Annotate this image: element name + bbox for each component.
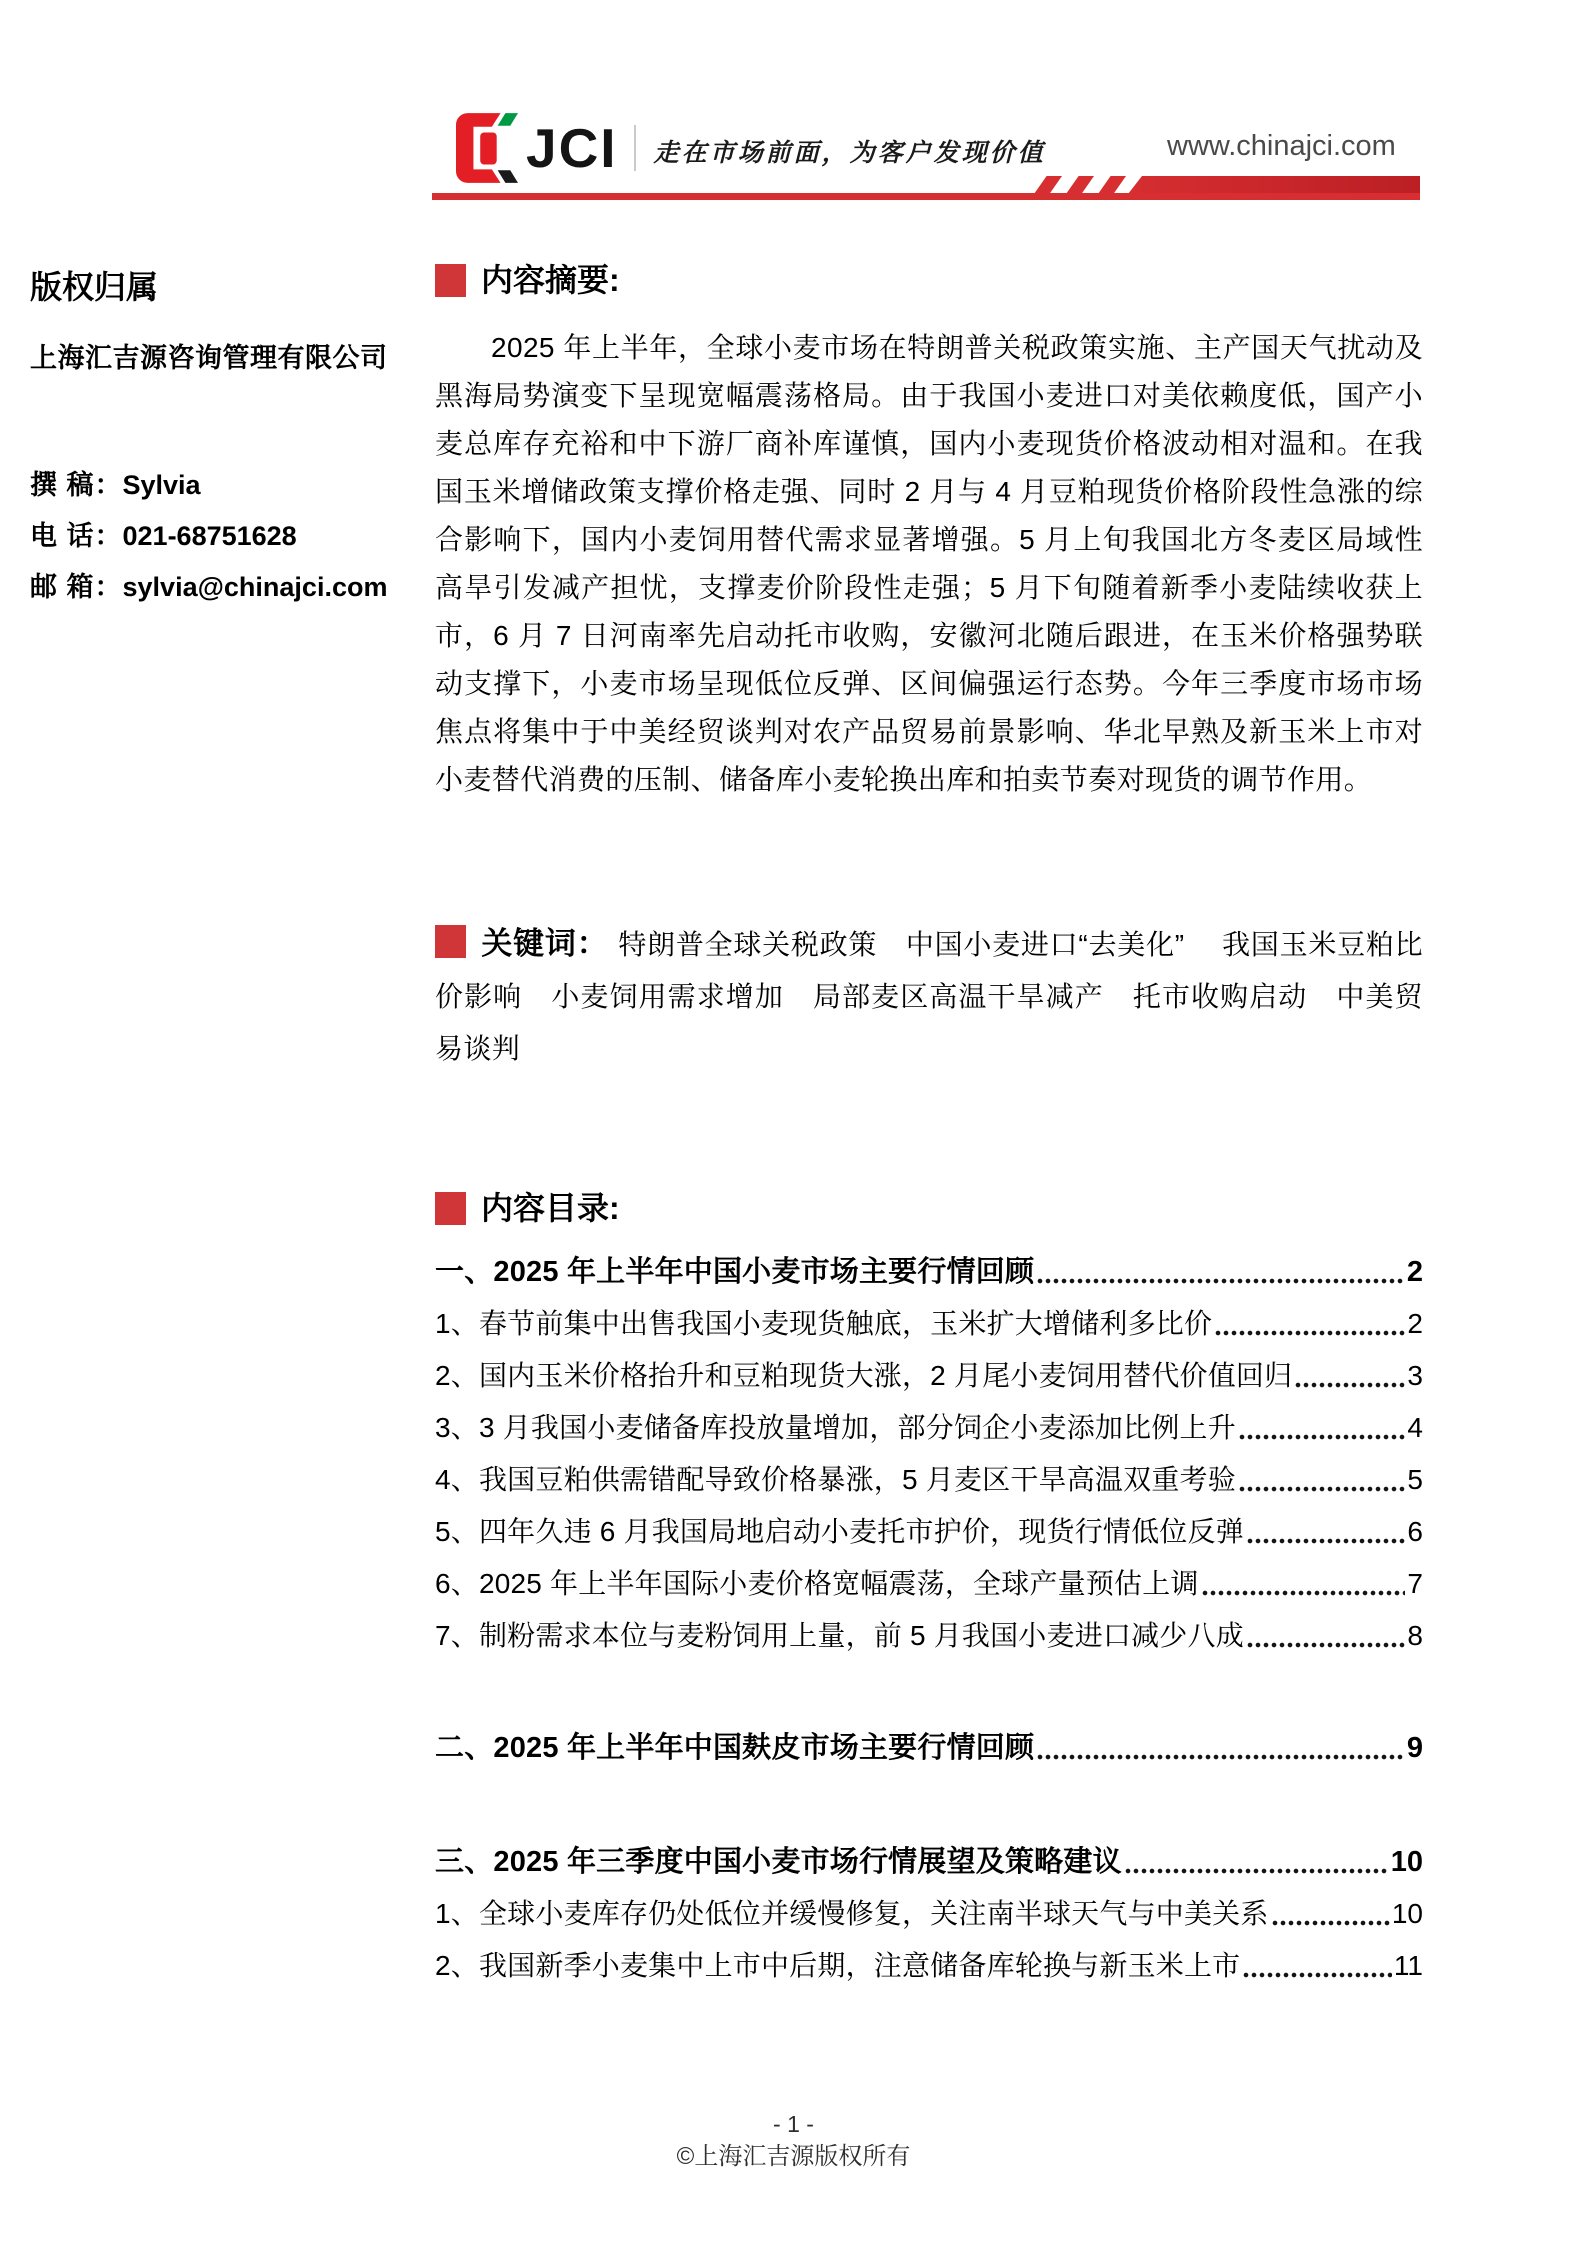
contact-label: 邮 箱： <box>30 572 123 602</box>
copyright-notice: ©上海汇吉源版权所有 <box>676 2143 911 2170</box>
toc-dot-leader <box>1246 1616 1406 1656</box>
toc-page-number: 2 <box>1406 1256 1423 1288</box>
toc-entry-text: 2、我国新季小麦集中上市中后期，注意储备库轮换与新玉米上市 <box>435 1950 1241 1981</box>
toc-entry-text: 3、3 月我国小麦储备库投放量增加，部分饲企小麦添加比例上升 <box>435 1412 1236 1443</box>
contact-line <box>30 460 430 511</box>
toc-list <box>435 1240 1423 1986</box>
toc-entry[interactable] <box>435 1716 1423 1768</box>
toc-dot-leader <box>1246 1512 1406 1552</box>
toc-dot-leader <box>1238 1460 1405 1500</box>
toc-entry-text: 一、2025 年上半年中国小麦市场主要行情回顾 <box>435 1256 1035 1288</box>
toc-dot-leader <box>1036 1728 1405 1768</box>
toc-page-number: 2 <box>1407 1308 1423 1339</box>
banner-line <box>432 193 1420 200</box>
company-tagline: 走在市场前面，为客户发现价值 <box>653 138 1046 167</box>
toc-entry[interactable] <box>435 1344 1423 1396</box>
toc-dot-leader <box>1124 1842 1389 1882</box>
contact-value: 021-68751628 <box>122 521 297 551</box>
copyright-title: 版权归属 <box>30 269 159 305</box>
contact-list <box>30 460 430 613</box>
toc-entry[interactable] <box>435 1882 1423 1934</box>
summary-paragraph: 2025 年上半年，全球小麦市场在特朗普关税政策实施、主产国天气扰动及黑海局势演变下呈现宽幅震荡格局。由于我国小麦进口对美依赖度低，国产小麦总库存充裕和中下游厂商补库谨慎，国内小麦现货价格波动相对温和。在我国玉米增储政策支撑价格走强、同时 2 月与 4 月豆粕现货价格阶段性急涨的综合影响下，国内小麦饲用替代需求显著增强。5 月上旬我国北方冬麦区局域性高旱引发减产担忧，支撑麦价阶段性走强；5 月下旬随着新季小麦陆续收获上市，6 月 7 日河南率先启动托市收购，安徽河北随后跟进，在玉米价格强势联动支撑下，小麦市场呈现低位反弹、区间偏强运行态势。今年三季度市场市场焦点将集中于中美经贸谈判对农产品贸易前景影响、华北早熟及新玉米上市对小麦替代消费的压制、储备库小麦轮换出库和拍卖节奏对现货的调节作用。 <box>435 332 1423 795</box>
banner-stripe-2 <box>1066 176 1094 194</box>
toc-entry-text: 1、全球小麦库存仍处低位并缓慢修复，关注南半球天气与中美关系 <box>435 1898 1269 1929</box>
toc-dot-leader <box>1271 1894 1390 1934</box>
contact-label: 电 话： <box>30 521 123 551</box>
toc-entry[interactable] <box>435 1552 1423 1604</box>
toc-page-number: 10 <box>1391 1898 1423 1929</box>
page-footer <box>0 2108 1587 2174</box>
toc-entry[interactable] <box>435 1396 1423 1448</box>
toc-entry[interactable] <box>435 1500 1423 1552</box>
toc-dot-leader <box>1238 1408 1405 1448</box>
toc-dot-leader <box>1214 1304 1405 1344</box>
toc-heading-row <box>435 1186 620 1230</box>
keywords-text: 特朗普全球关税政策 中国小麦进口“去美化” 我国玉米豆粕比价影响 小麦饲用需求增加 局部麦区高温干旱减产 托市收购启动 中美贸易谈判 <box>435 929 1423 1064</box>
red-square-bullet-icon <box>435 1192 466 1225</box>
logo-divider <box>634 125 636 171</box>
toc-dot-leader <box>1242 1946 1392 1986</box>
summary-heading: 内容摘要: <box>481 262 620 298</box>
company-name: 上海汇吉源咨询管理有限公司 <box>30 343 388 373</box>
toc-dot-leader <box>1036 1252 1405 1292</box>
toc-entry[interactable] <box>435 1448 1423 1500</box>
red-square-bullet-icon <box>435 264 466 297</box>
toc-page-number: 10 <box>1390 1846 1423 1878</box>
toc-entry-text: 7、制粉需求本位与麦粉饲用上量，前 5 月我国小麦进口减少八成 <box>435 1620 1244 1651</box>
toc-page-number: 3 <box>1407 1360 1423 1391</box>
website-url-link[interactable]: www.chinajci.com <box>1167 130 1396 162</box>
contact-label: 撰 稿： <box>30 470 123 500</box>
toc-page-number: 7 <box>1407 1568 1423 1599</box>
logo-text: JCI <box>526 117 618 179</box>
toc-page-number: 5 <box>1407 1464 1423 1495</box>
copyright-sidebar <box>30 262 430 602</box>
toc-entry-text: 1、春节前集中出售我国小麦现货触底，玉米扩大增储利多比价 <box>435 1308 1213 1339</box>
red-square-bullet-icon <box>435 925 466 958</box>
toc-entry[interactable] <box>435 1292 1423 1344</box>
toc-entry[interactable] <box>435 1830 1423 1882</box>
keywords-block <box>435 918 1423 1075</box>
toc-entry-text: 2、国内玉米价格抬升和豆粕现货大涨，2 月尾小麦饲用替代价值回归 <box>435 1360 1293 1391</box>
toc-entry-text: 二、2025 年上半年中国麸皮市场主要行情回顾 <box>435 1732 1035 1764</box>
toc-page-number: 11 <box>1393 1950 1423 1981</box>
company-logo <box>456 112 1046 184</box>
toc-page-number: 6 <box>1407 1516 1423 1547</box>
toc-entry-text: 6、2025 年上半年国际小麦价格宽幅震荡，全球产量预估上调 <box>435 1568 1199 1599</box>
keywords-heading: 关键词： <box>481 926 609 961</box>
toc-page-number: 9 <box>1406 1732 1423 1764</box>
contact-value: Sylvia <box>122 470 201 500</box>
summary-heading-row <box>435 258 1423 302</box>
banner-band <box>1128 176 1420 194</box>
main-content <box>435 258 1423 1981</box>
toc-entry-text: 4、我国豆粕供需错配导致价格暴涨，5 月麦区干旱高温双重考验 <box>435 1464 1236 1495</box>
toc-entry[interactable] <box>435 1604 1423 1656</box>
banner-stripe-3 <box>1098 176 1126 194</box>
toc-page-number: 8 <box>1407 1620 1423 1651</box>
jci-logo-icon <box>456 112 518 184</box>
contact-value: sylvia@chinajci.com <box>122 572 388 602</box>
toc-dot-leader <box>1294 1356 1405 1396</box>
toc-entry-text: 5、四年久违 6 月我国局地启动小麦托市护价，现货行情低位反弹 <box>435 1516 1244 1547</box>
toc-entry[interactable] <box>435 1240 1423 1292</box>
toc-entry[interactable] <box>435 1934 1423 1986</box>
page-number: - 1 - <box>773 2111 814 2137</box>
toc-heading: 内容目录: <box>481 1190 620 1226</box>
toc-page-number: 4 <box>1407 1412 1423 1443</box>
contact-line <box>30 511 430 562</box>
toc-dot-leader <box>1201 1564 1406 1604</box>
contact-line <box>30 562 430 613</box>
toc-entry-text: 三、2025 年三季度中国小麦市场行情展望及策略建议 <box>435 1846 1122 1878</box>
